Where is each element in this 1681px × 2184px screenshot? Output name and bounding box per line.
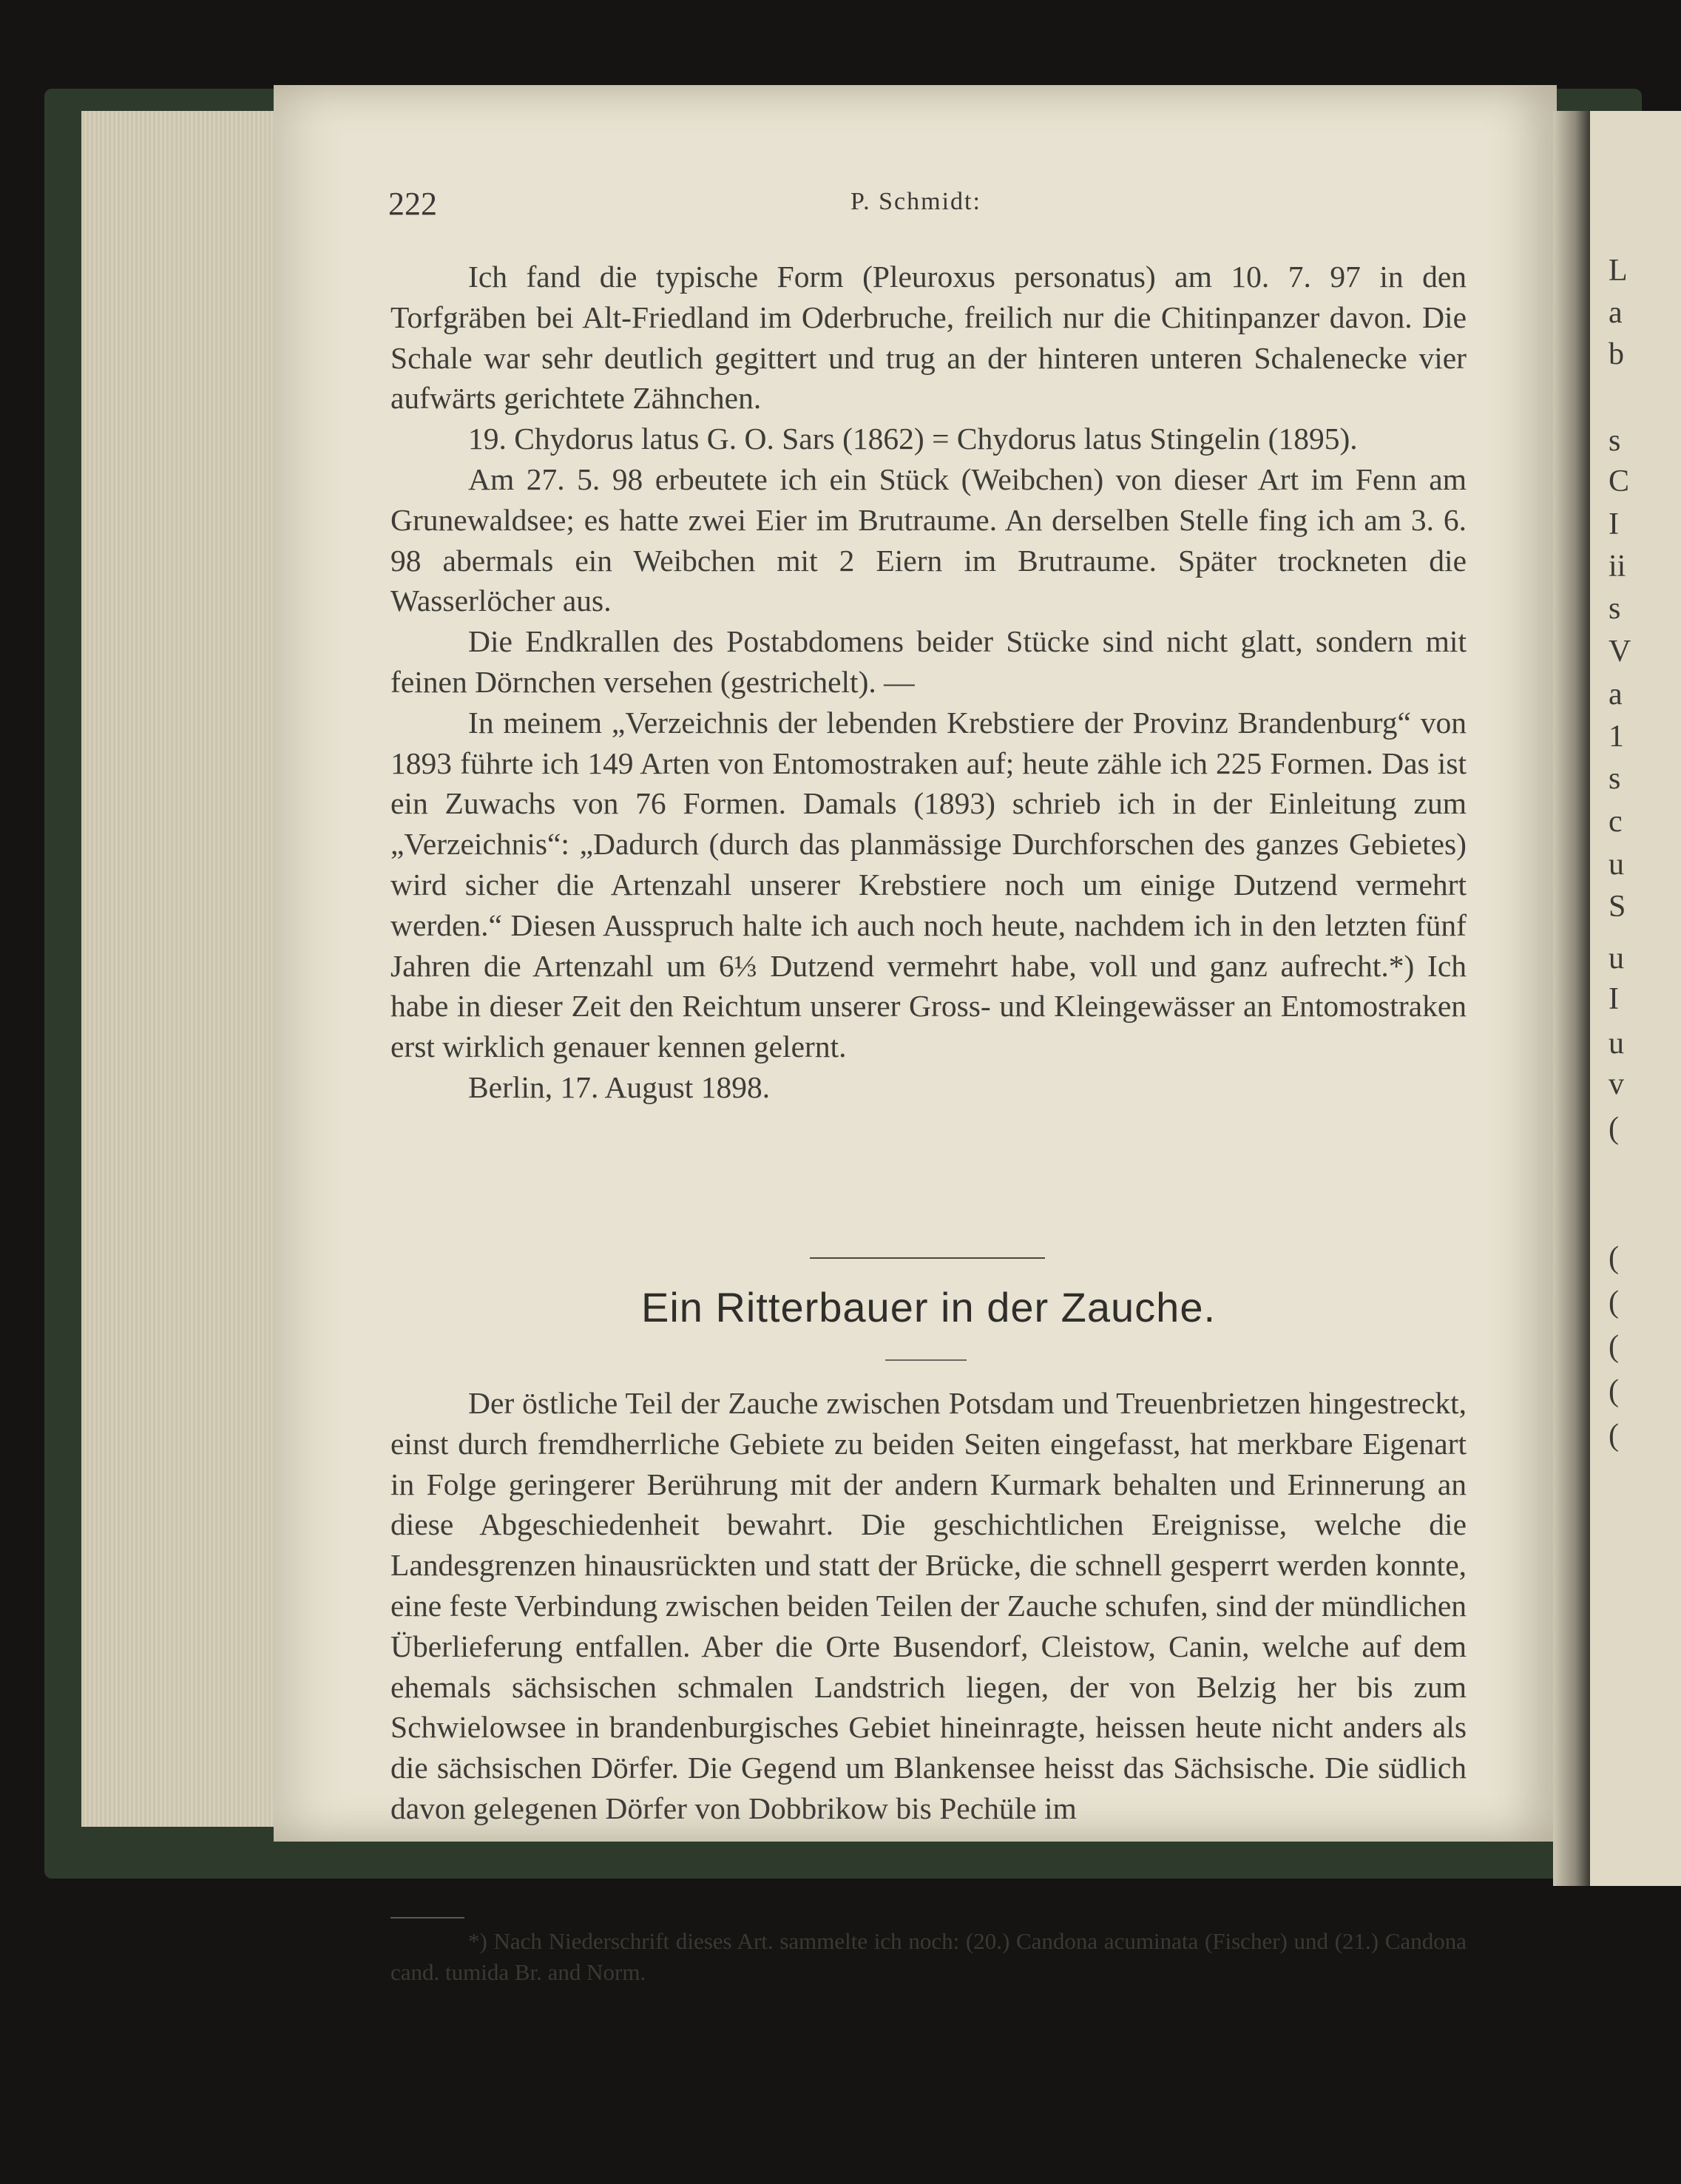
page-edges bbox=[81, 111, 274, 1827]
paragraph: Ich fand die typische Form (Pleuroxus personatus) am 10. 7. 97 in den Torfgräben bei Alt-Friedland im Oderbruche, freilich nur die Chitinpanzer davon. Die Schale war sehr deutlich gegittert und trug an der hinteren unteren Schalenecke vier aufwärts gerichtete Zähnchen. bbox=[390, 260, 1467, 416]
facing-letter: L bbox=[1609, 254, 1628, 288]
footnote bbox=[390, 1926, 1467, 1988]
facing-letter: s bbox=[1609, 762, 1621, 796]
footnote-text: *) Nach Niederschrift dieses Art. sammelte ich noch: (20.) Candona acuminata (Fischer) und (21.) Candona cand. tumida Br. and Norm. bbox=[390, 1928, 1467, 1985]
facing-letter: c bbox=[1609, 805, 1623, 839]
book-gutter bbox=[1553, 111, 1590, 1886]
facing-letter: ( bbox=[1609, 1330, 1619, 1364]
facing-letter: ( bbox=[1609, 1374, 1619, 1408]
facing-letter: u bbox=[1609, 1027, 1624, 1061]
facing-letter: V bbox=[1609, 635, 1631, 669]
running-head: P. Schmidt: bbox=[850, 188, 981, 215]
paragraph: In meinem „Verzeichnis der lebenden Krebstiere der Provinz Brandenburg“ von 1893 führte ich 149 Arten von Entomostraken auf; heute zähle ich 225 Formen. Das ist ein Zuwachs von 76 Formen. Damals (1893) schrieb ich in der Einleitung zum „Verzeichnis“: „Dadurch (durch das planmässige Durchforschen des ganzes Gebietes) wird sicher die Artenzahl unserer Krebstiere noch um einige Dutzend vermehrt werden.“ Diesen Ausspruch halte ich auch noch heute, nachdem ich in den letzten fünf Jahren die Artenzahl um 6⅓ Dutzend vermehrt habe, voll und ganz aufrecht.*) Ich habe in dieser Zeit den Reichtum unserer Gross- und Kleingewässer an Entomostraken erst wirklich genauer kennen gelernt. bbox=[390, 705, 1467, 1064]
facing-letter: s bbox=[1609, 592, 1621, 626]
species-heading: 19. Chydorus latus G. O. Sars (1862) = Chydorus latus Stingelin (1895). bbox=[468, 422, 1358, 456]
facing-letter: ( bbox=[1609, 1241, 1619, 1275]
facing-letter: I bbox=[1609, 982, 1619, 1016]
section-divider bbox=[810, 1257, 1045, 1259]
footnote-rule bbox=[390, 1917, 464, 1918]
facing-letter: S bbox=[1609, 890, 1626, 924]
page-number: 222 bbox=[388, 186, 437, 222]
facing-letter: ii bbox=[1609, 550, 1626, 584]
facing-letter: ( bbox=[1609, 1112, 1619, 1146]
facing-letter: v bbox=[1609, 1067, 1624, 1101]
article-title: Ein Ritterbauer in der Zauche. bbox=[640, 1284, 1217, 1331]
facing-letter: I bbox=[1609, 507, 1619, 541]
facing-letter: ( bbox=[1609, 1419, 1619, 1453]
facing-letter: ( bbox=[1609, 1285, 1619, 1319]
facing-letter: u bbox=[1609, 848, 1624, 882]
paragraph: Der östliche Teil der Zauche zwischen Potsdam und Treuenbrietzen hingestreckt, einst durch fremdherrliche Gebiete zu beiden Seiten eingefasst, hat merkbare Eigenart in Folge geringerer Berührung mit der andern Kurmark behalten und Erinnerung an diese Abgeschiedenheit bewahrt. Die geschichtlichen Ereignisse, welche die Landesgrenzen hinausrückten und statt der Brücke, die schnell gesperrt werden konnte, eine feste Verbindung zwischen beiden Teilen der Zauche schufen, sind der mündlichen Überlieferung entfallen. Aber die Orte Busendorf, Cleistow, Canin, welche auf dem ehemals sächsischen schmalen Landstrich liegen, der von Belzig her bis zum Schwielowsee in brandenburgisches Gebiet hineinragte, heissen heute nicht anders als die sächsischen Dörfer. Die Gegend um Blankensee heisst das Sächsische. Die südlich davon gelegenen Dörfer von Dobbrikow bis Pechüle im bbox=[390, 1386, 1467, 1825]
facing-page-edge bbox=[1590, 111, 1681, 1886]
paragraph: Am 27. 5. 98 erbeutete ich ein Stück (Weibchen) von dieser Art im Fenn am Grunewaldsee; es hatte zwei Eier im Brutraume. An derselben Stelle fing ich am 3. 6. 98 abermals ein Weibchen mit 2 Eiern im Brutraume. Später trockneten die Wasserlöcher aus. bbox=[390, 462, 1467, 618]
facing-letter: a bbox=[1609, 677, 1623, 711]
facing-letter: u bbox=[1609, 941, 1624, 976]
facing-letter: 1 bbox=[1609, 720, 1624, 754]
facing-letter: s bbox=[1609, 424, 1621, 458]
paragraph: Die Endkrallen des Postabdomens beider Stücke sind nicht glatt, sondern mit feinen Dörnchen versehen (gestrichelt). — bbox=[390, 624, 1467, 699]
facing-letter: a bbox=[1609, 296, 1623, 330]
page-header bbox=[388, 185, 1475, 229]
signature-line: Berlin, 17. August 1898. bbox=[468, 1069, 771, 1104]
title-rule bbox=[885, 1359, 967, 1361]
article-body bbox=[390, 1383, 1467, 1829]
facing-letter: C bbox=[1609, 464, 1630, 498]
facing-letter: b bbox=[1609, 337, 1624, 371]
section-body bbox=[390, 257, 1467, 1108]
